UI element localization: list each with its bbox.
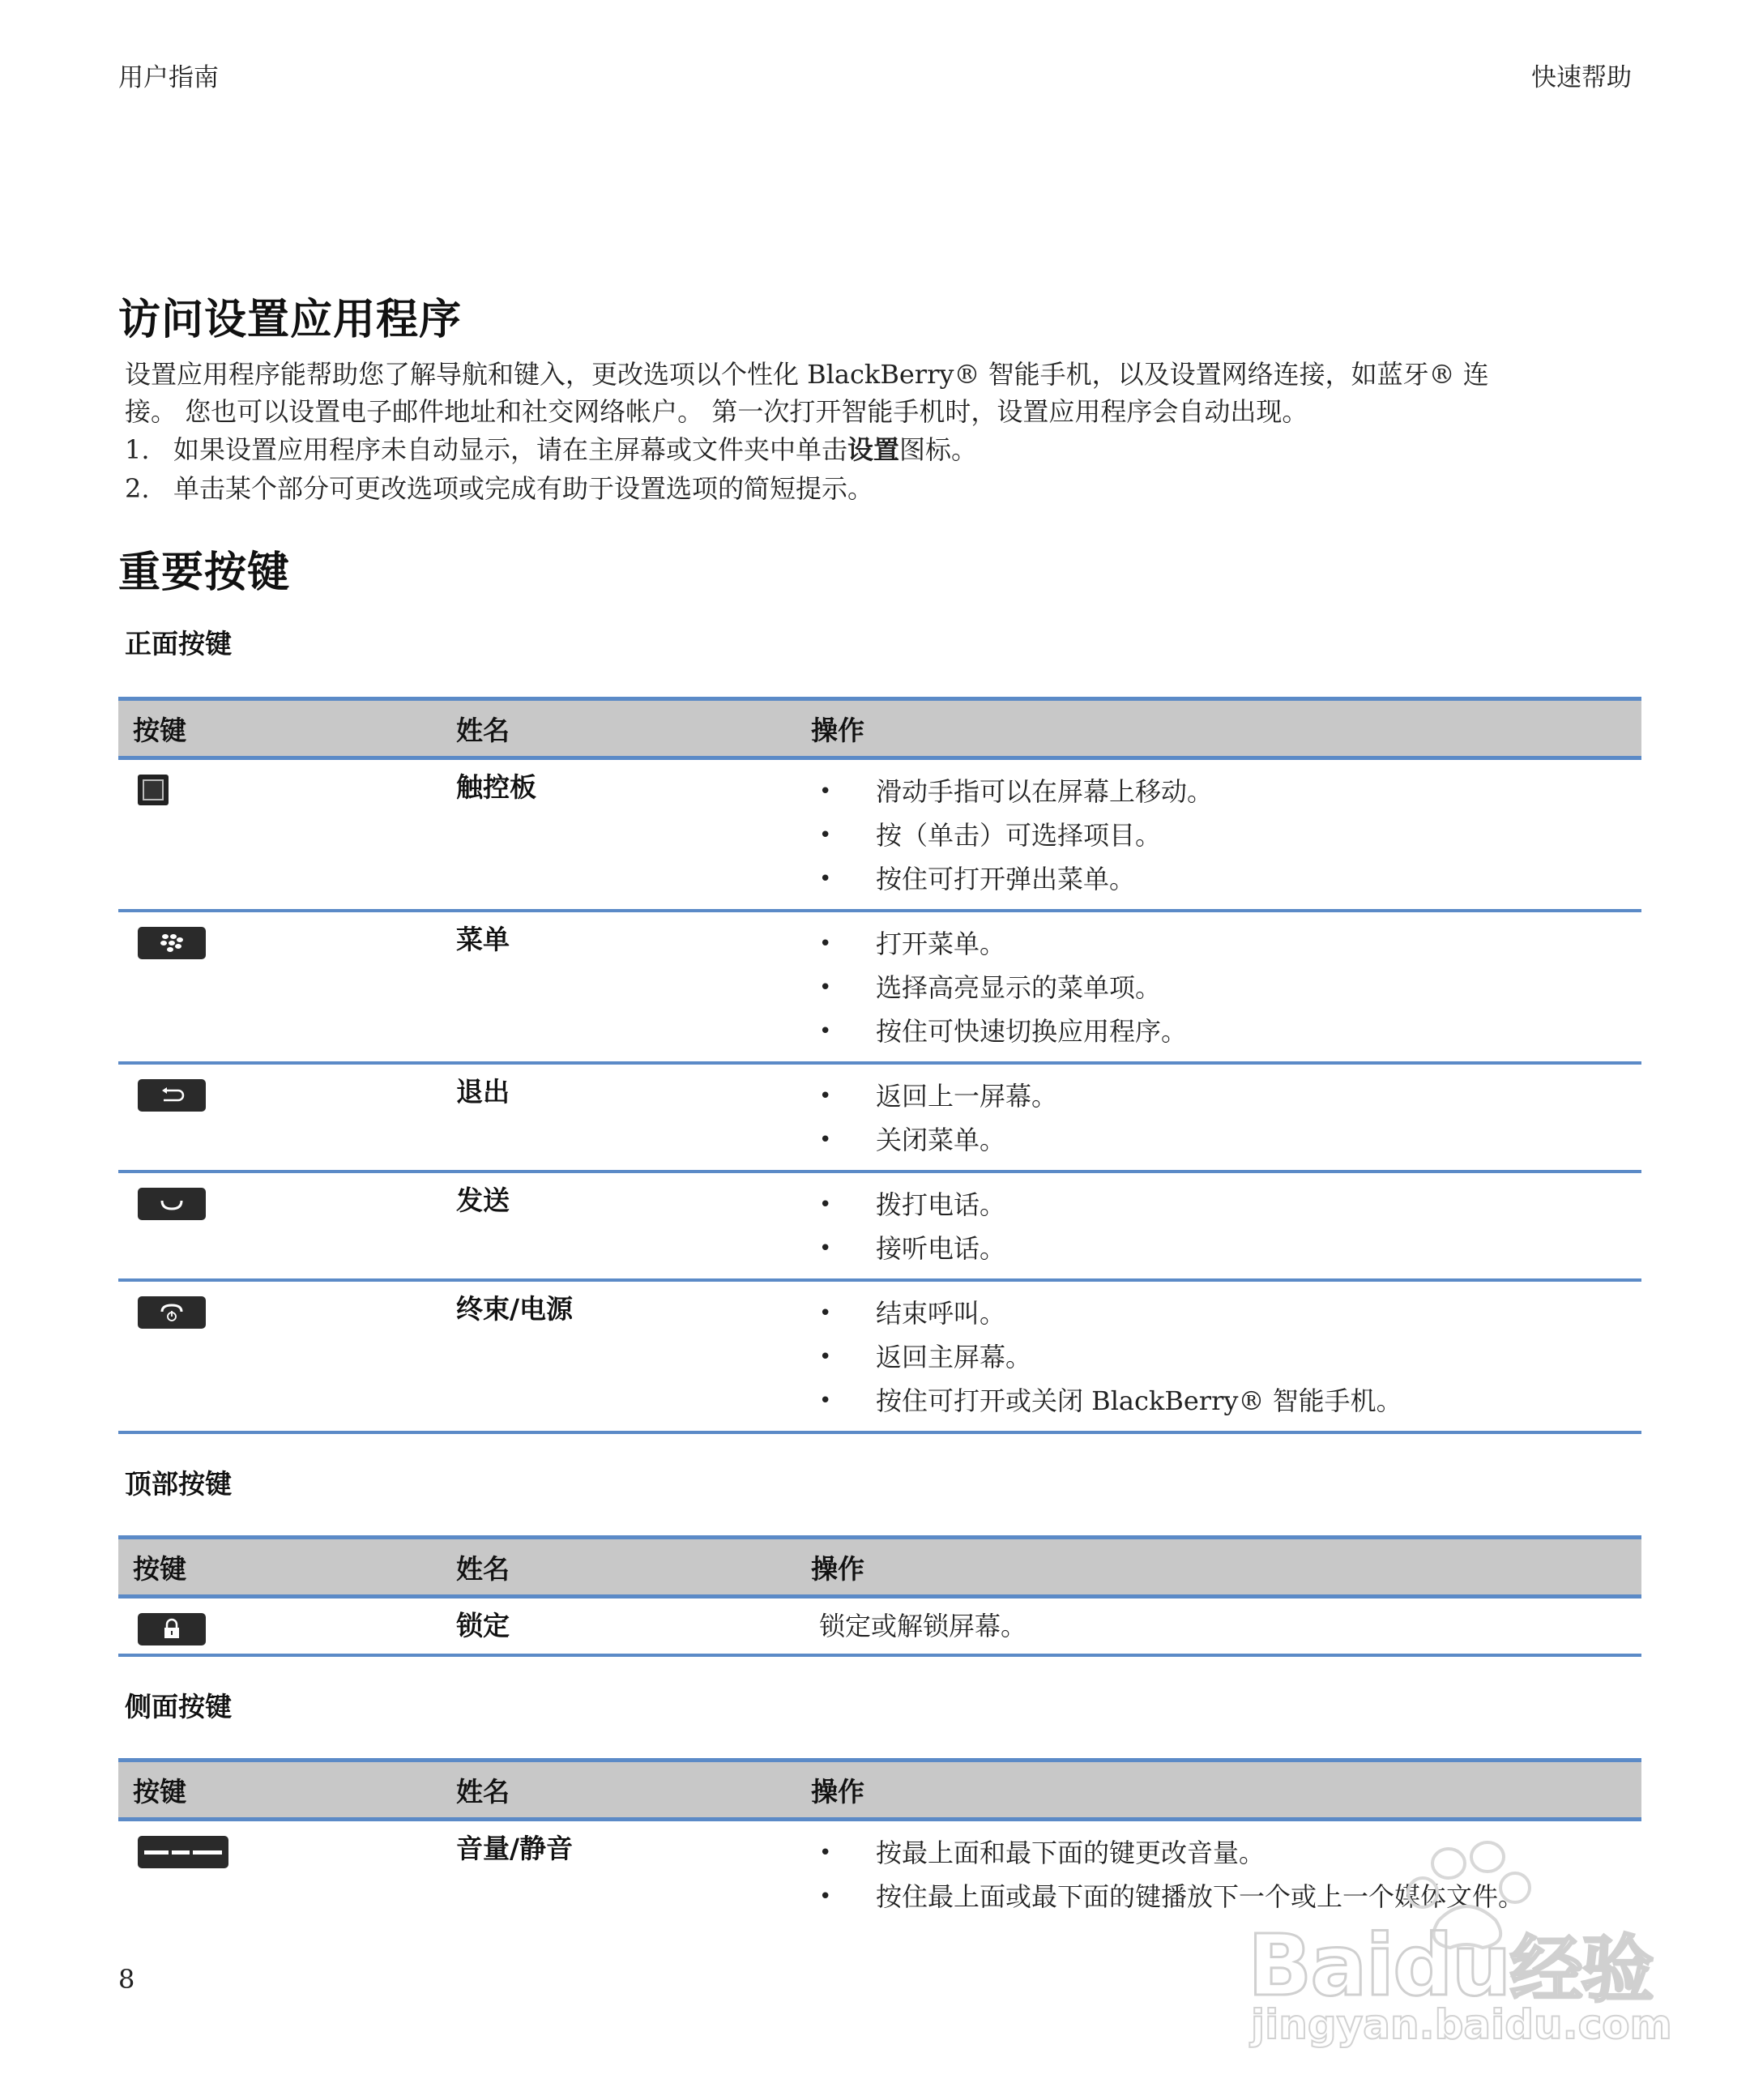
- col-action: 操作: [796, 699, 1641, 758]
- list-item: • 滑动手指可以在屏幕上移动。: [819, 770, 1641, 813]
- running-header-right: 快速帮助: [1531, 63, 1632, 92]
- section-important-keys: [118, 538, 1641, 1927]
- list-item: • 按最上面和最下面的键更改音量。: [819, 1831, 1641, 1875]
- list-item: • 返回主屏幕。: [819, 1335, 1641, 1379]
- watermark-brand-c: 经验: [1509, 1927, 1653, 2012]
- list-item: • 打开菜单。: [819, 922, 1641, 966]
- col-name: 姓名: [442, 1538, 796, 1597]
- key-name: 发送: [442, 1172, 796, 1280]
- col-name: 姓名: [442, 699, 796, 758]
- col-key: 按键: [118, 699, 442, 758]
- key-name: 音量/静音: [456, 1833, 574, 1864]
- side-keys-heading: 侧面按键: [125, 1691, 232, 1722]
- front-keys-table: [118, 697, 1641, 1434]
- key-name: 触控板: [442, 758, 796, 911]
- list-item: • 接听电话。: [819, 1227, 1641, 1270]
- col-action: 操作: [796, 1538, 1641, 1597]
- list-item: • 按住可快速切换应用程序。: [819, 1009, 1641, 1053]
- settings-link: 设置: [847, 434, 900, 465]
- table-row: [118, 1063, 1641, 1172]
- section-title: 重要按键: [118, 548, 291, 597]
- watermark-url: jingyan.baidu.com: [1251, 2001, 1672, 2048]
- step-2: 2. 单击某个部分可更改选项或完成有助于设置选项的简短提示。: [125, 473, 874, 504]
- list-item: • 拨打电话。: [819, 1183, 1641, 1227]
- step-1: 1. 如果设置应用程序未自动显示，请在主屏幕或文件夹中单击设置图标。: [125, 434, 978, 465]
- end-power-key-icon: [138, 1296, 206, 1329]
- list-item: • 按住最上面或最下面的键播放下一个或上一个媒体文件。: [819, 1875, 1641, 1919]
- key-name: 锁定: [442, 1597, 796, 1656]
- list-item: • 结束呼叫。: [819, 1291, 1641, 1335]
- key-name: 终束/电源: [442, 1280, 796, 1432]
- col-key: 按键: [118, 1761, 442, 1820]
- page-number: 8: [118, 1964, 135, 1995]
- list-item: • 选择高亮显示的菜单项。: [819, 966, 1641, 1009]
- list-item: • 按住可打开弹出菜单。: [819, 857, 1641, 901]
- table-row: [118, 1172, 1641, 1280]
- list-item: • 按住可打开或关闭 BlackBerry® 智能手机。: [819, 1379, 1641, 1423]
- table-row: [118, 758, 1641, 911]
- front-keys-heading: 正面按键: [125, 628, 232, 659]
- escape-key-icon: [138, 1079, 206, 1112]
- col-name: 姓名: [442, 1761, 796, 1820]
- col-key: 按键: [118, 1538, 442, 1597]
- key-action: 锁定或解锁屏幕。: [819, 1611, 1027, 1641]
- intro-line-1: 设置应用程序能帮助您了解导航和键入，更改选项以个性化 BlackBerry® 智能手机，以及设置网络连接，如蓝牙® 连: [125, 359, 1489, 390]
- key-name: 退出: [442, 1063, 796, 1172]
- section-title: 访问设置应用程序: [118, 296, 463, 344]
- col-action: 操作: [796, 1761, 1641, 1820]
- key-name: 菜单: [442, 911, 796, 1063]
- intro-line-2: 接。 您也可以设置电子邮件地址和社交网络帐户。 第一次打开智能手机时，设置应用程序会自动出现。: [125, 396, 1308, 427]
- lock-key-icon: [138, 1613, 206, 1645]
- list-item: • 关闭菜单。: [819, 1118, 1641, 1162]
- watermark-brand-b: du: [1393, 1916, 1510, 2015]
- top-keys-table: [118, 1535, 1641, 1657]
- list-item: • 返回上一屏幕。: [819, 1074, 1641, 1118]
- running-header-left: 用户指南: [118, 63, 219, 92]
- table-row: [118, 911, 1641, 1063]
- top-keys-heading: 顶部按键: [125, 1468, 232, 1500]
- send-key-icon: [138, 1188, 206, 1220]
- watermark-brand-a: Bai: [1248, 1916, 1394, 2015]
- list-item: • 按（单击）可选择项目。: [819, 813, 1641, 857]
- table-row: [118, 1280, 1641, 1432]
- baidu-watermark: [1248, 1839, 1672, 2050]
- section-settings-app: [118, 285, 1641, 508]
- volume-key-icon: [138, 1836, 228, 1868]
- table-row: [118, 1597, 1641, 1656]
- menu-key-icon: [138, 927, 206, 959]
- trackpad-icon: [138, 775, 169, 805]
